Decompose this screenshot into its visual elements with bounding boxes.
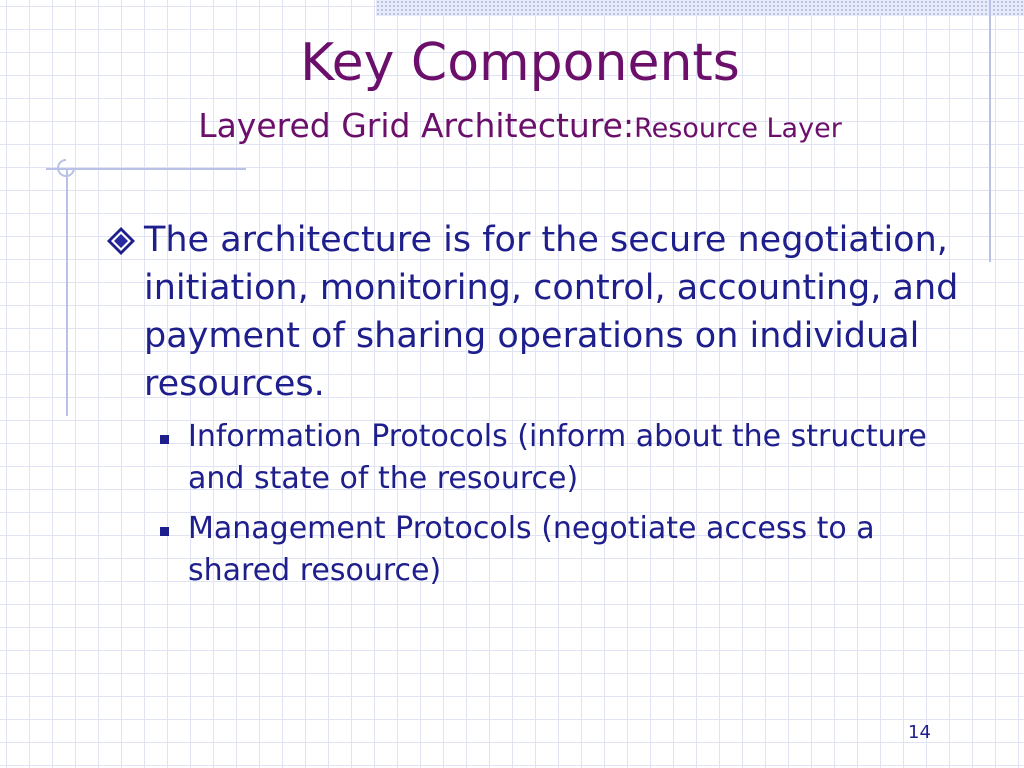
top-dotted-band <box>376 0 1024 16</box>
sub-bullet-list <box>106 416 986 592</box>
sub-bullet-management <box>106 508 986 592</box>
left-vertical-rule <box>66 168 68 416</box>
sub-bullet-text: Information Protocols (inform about the structure and state of the resource) <box>188 419 927 496</box>
corner-curl-icon <box>56 158 76 178</box>
slide-body <box>106 216 986 600</box>
title-underline-rule <box>46 168 246 170</box>
square-bullet-icon <box>160 435 169 444</box>
diamond-bullet-icon <box>106 226 136 256</box>
square-bullet-icon <box>160 527 169 536</box>
slide-title: Key Components <box>300 33 740 93</box>
slide-subtitle <box>0 104 1024 154</box>
subtitle-main: Layered Grid Architecture: <box>198 106 635 145</box>
slide-page-number: 14 <box>908 722 931 743</box>
sub-bullet-text: Management Protocols (negotiate access to a shared resource) <box>188 511 875 588</box>
main-bullet-text: The architecture is for the secure negotiation, initiation, monitoring, control, accounting, and payment of sharing operations on individual resources. <box>144 220 959 404</box>
sub-bullet-information <box>106 416 986 500</box>
subtitle-small: Resource Layer <box>634 113 842 144</box>
main-bullet <box>106 216 986 408</box>
